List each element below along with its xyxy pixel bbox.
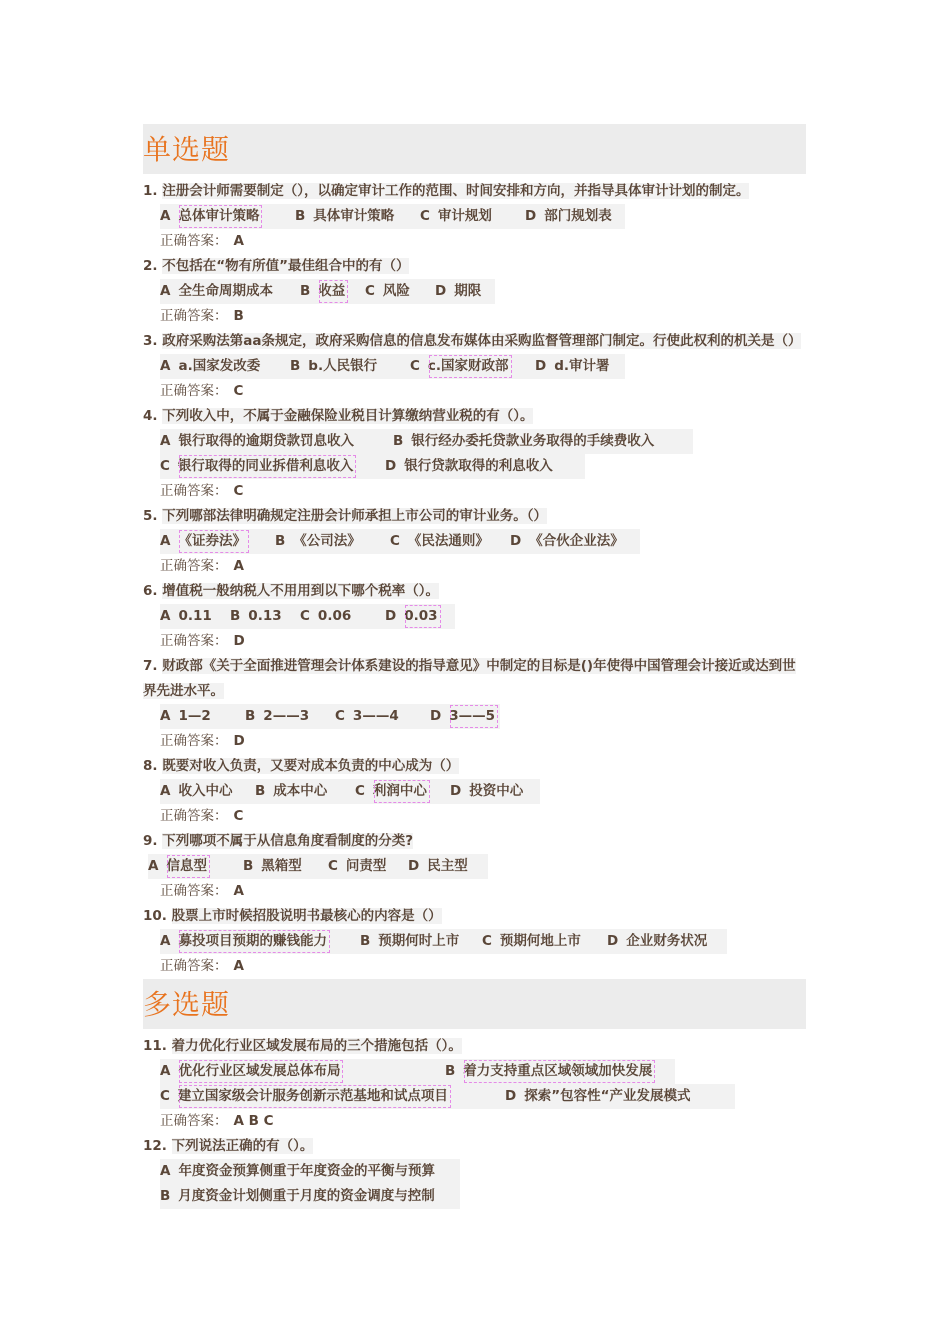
option-key: C — [390, 533, 400, 549]
answer-option[interactable] — [148, 854, 243, 879]
option-key: D — [450, 783, 462, 799]
answer-label: 正确答案： — [160, 958, 228, 974]
option-text: 收益 — [318, 279, 349, 304]
answer-option[interactable] — [505, 1084, 735, 1109]
question-number: 5. — [143, 508, 158, 524]
answer-option[interactable] — [160, 454, 385, 479]
answer-option[interactable] — [510, 529, 640, 554]
option-text: 问责型 — [345, 858, 387, 874]
answer-label: 正确答案： — [160, 808, 228, 824]
option-text: 风险 — [382, 283, 410, 299]
option-row — [143, 204, 806, 229]
answer-value: A — [233, 883, 244, 899]
option-row — [143, 779, 806, 804]
option-key: D — [510, 533, 522, 549]
option-text: 0.11 — [178, 608, 212, 624]
option-row — [143, 1184, 806, 1209]
option-key: B — [290, 358, 301, 374]
option-text: 《证券法》 — [178, 529, 250, 554]
question-body: 财政部《关于全面推进管理会计体系建设的指导意见》中制定的目标是()年使得中国管理会计接近或达到世界先进水平。 — [143, 658, 796, 699]
option-key: A — [160, 608, 171, 624]
option-key: B — [245, 708, 256, 724]
answer-option[interactable] — [360, 929, 482, 954]
option-key: A — [160, 283, 171, 299]
section-header — [143, 979, 806, 1029]
answer-option[interactable] — [430, 704, 500, 729]
question-text — [143, 404, 806, 429]
answer-value: B — [233, 308, 244, 324]
question-text — [143, 904, 806, 929]
question-text — [143, 329, 806, 354]
answer-value: C — [233, 483, 244, 499]
option-key: C — [335, 708, 345, 724]
option-text: 预期何时上市 — [378, 933, 460, 949]
answer-option[interactable] — [385, 454, 585, 479]
correct-answer — [143, 229, 806, 254]
option-key: A — [160, 533, 171, 549]
question-text — [143, 504, 806, 529]
option-text: 利润中心 — [373, 779, 431, 804]
answer-option[interactable] — [255, 779, 355, 804]
answer-label: 正确答案： — [160, 883, 228, 899]
option-text: 期限 — [454, 283, 482, 299]
answer-option[interactable] — [390, 529, 510, 554]
answer-option[interactable] — [160, 204, 295, 229]
question-body: 注册会计师需要制定（），以确定审计工作的范围、时间安排和方向，并指导具体审计计划的制定。 — [162, 183, 750, 199]
option-key: B — [275, 533, 286, 549]
answer-label: 正确答案： — [160, 383, 228, 399]
option-row — [143, 704, 806, 729]
answer-option[interactable] — [450, 779, 540, 804]
correct-answer — [143, 379, 806, 404]
option-key: A — [148, 858, 159, 874]
question-body: 下列哪部法律明确规定注册会计师承担上市公司的审计业务。（） — [162, 508, 547, 524]
option-text: 企业财务状况 — [626, 933, 708, 949]
answer-option[interactable] — [410, 354, 535, 379]
option-key: A — [160, 783, 171, 799]
answer-option[interactable] — [607, 929, 727, 954]
answer-option[interactable] — [295, 204, 420, 229]
option-text: 《民法通则》 — [407, 533, 489, 549]
option-key: B — [255, 783, 266, 799]
answer-option[interactable] — [445, 1059, 675, 1084]
option-text: 银行取得的同业拆借利息收入 — [178, 454, 358, 479]
question-text — [143, 254, 806, 279]
answer-label: 正确答案： — [160, 558, 228, 574]
option-key: D — [525, 208, 537, 224]
answer-label: 正确答案： — [160, 233, 228, 249]
answer-option[interactable] — [435, 279, 495, 304]
option-row — [143, 454, 806, 479]
answer-value: A — [233, 233, 244, 249]
option-key: B — [393, 433, 404, 449]
answer-option[interactable] — [160, 704, 245, 729]
question-number: 12. — [143, 1138, 167, 1154]
answer-option[interactable] — [408, 854, 488, 879]
option-text: 2——3 — [263, 708, 310, 724]
option-text: 具体审计策略 — [313, 208, 395, 224]
option-text: 年度资金预算侧重于年度资金的平衡与预算 — [178, 1163, 435, 1179]
option-text: 探索”包容性“产业发展模式 — [524, 1088, 691, 1104]
option-key: D — [535, 358, 547, 374]
option-key: C — [365, 283, 375, 299]
option-key: A — [160, 433, 171, 449]
question-number: 9. — [143, 833, 158, 849]
option-key: B — [160, 1188, 171, 1204]
question-text — [143, 654, 806, 704]
option-row — [143, 429, 806, 454]
option-text: 3——4 — [352, 708, 399, 724]
option-key: A — [160, 1063, 171, 1079]
option-text: 3——5 — [449, 704, 499, 729]
answer-value: A B C — [233, 1113, 274, 1129]
option-key: B — [295, 208, 306, 224]
option-key: D — [435, 283, 447, 299]
option-text: 部门规划表 — [544, 208, 612, 224]
option-key: A — [160, 708, 171, 724]
option-key: C — [355, 783, 365, 799]
answer-option[interactable] — [300, 604, 385, 629]
question-number: 11. — [143, 1038, 167, 1054]
answer-option[interactable] — [160, 529, 275, 554]
option-key: B — [445, 1063, 456, 1079]
question-number: 10. — [143, 908, 167, 924]
section-title: 单选题 — [143, 133, 231, 166]
answer-option[interactable] — [525, 204, 625, 229]
option-key: C — [482, 933, 492, 949]
option-text: c.国家财政部 — [428, 354, 513, 379]
option-text: 投资中心 — [469, 783, 524, 799]
answer-option[interactable] — [300, 279, 365, 304]
option-key: B — [230, 608, 241, 624]
document-page — [143, 124, 806, 1209]
correct-answer — [143, 479, 806, 504]
option-text: 0.06 — [317, 608, 352, 624]
question-body: 既要对收入负责，又要对成本负责的中心成为（） — [162, 758, 460, 774]
option-key: D — [430, 708, 442, 724]
question-body: 下列收入中，不属于金融保险业税目计算缴纳营业税的有（）。 — [162, 408, 534, 424]
option-text: 银行经办委托贷款业务取得的手续费收入 — [411, 433, 655, 449]
option-text: b.人民银行 — [308, 358, 378, 374]
answer-value: C — [233, 808, 244, 824]
option-key: B — [300, 283, 311, 299]
question-text — [143, 829, 806, 854]
answer-option[interactable] — [385, 604, 455, 629]
option-text: 优化行业区域发展总体布局 — [178, 1059, 344, 1084]
option-text: 收入中心 — [178, 783, 233, 799]
option-key: D — [408, 858, 420, 874]
option-key: C — [328, 858, 338, 874]
option-text: 银行贷款取得的利息收入 — [404, 458, 553, 474]
option-text: 全生命周期成本 — [178, 283, 273, 299]
option-key: A — [160, 208, 171, 224]
question-number: 2. — [143, 258, 158, 274]
option-row — [143, 354, 806, 379]
question-body: 下列哪项不属于从信息角度看制度的分类? — [162, 833, 414, 849]
question-body: 不包括在“物有所值”最佳组合中的有（） — [162, 258, 410, 274]
answer-option[interactable] — [355, 779, 450, 804]
question-text — [143, 1034, 806, 1059]
question-body: 政府采购法第aa条规定，政府采购信息的信息发布媒体由采购监督管理部门制定。行使此权利的机关是（） — [162, 333, 802, 349]
option-text: 黑箱型 — [261, 858, 302, 874]
question-number: 1. — [143, 183, 158, 199]
option-key: C — [300, 608, 310, 624]
option-text: 银行取得的逾期贷款罚息收入 — [178, 433, 354, 449]
option-text: d.审计署 — [554, 358, 610, 374]
answer-option[interactable] — [160, 1159, 460, 1184]
option-row — [143, 1059, 806, 1084]
option-key: C — [160, 458, 170, 474]
answer-label: 正确答案： — [160, 733, 228, 749]
correct-answer — [143, 879, 806, 904]
question-number: 3. — [143, 333, 158, 349]
question-body: 增值税一般纳税人不用用到以下哪个税率（）。 — [162, 583, 439, 599]
answer-option[interactable] — [535, 354, 625, 379]
answer-label: 正确答案： — [160, 633, 228, 649]
option-key: A — [160, 358, 171, 374]
option-key: D — [505, 1088, 517, 1104]
answer-label: 正确答案： — [160, 483, 228, 499]
option-text: 成本中心 — [273, 783, 328, 799]
answer-value: D — [233, 633, 245, 649]
option-text: 1—2 — [178, 708, 211, 724]
option-text: 着力支持重点区域领域加快发展 — [463, 1059, 656, 1084]
answer-option[interactable] — [160, 429, 393, 454]
option-key: C — [160, 1088, 170, 1104]
answer-option[interactable] — [290, 354, 410, 379]
option-key: B — [360, 933, 371, 949]
answer-value: C — [233, 383, 244, 399]
answer-option[interactable] — [160, 354, 290, 379]
answer-option[interactable] — [365, 279, 435, 304]
question-body: 股票上市时候招股说明书最核心的内容是（） — [171, 908, 442, 924]
answer-option[interactable] — [420, 204, 525, 229]
option-text: 0.13 — [248, 608, 282, 624]
option-text: 月度资金计划侧重于月度的资金调度与控制 — [178, 1188, 435, 1204]
option-key: B — [243, 858, 254, 874]
answer-value: A — [233, 958, 244, 974]
option-key: A — [160, 1163, 171, 1179]
question-text — [143, 1134, 806, 1159]
answer-value: A — [233, 558, 244, 574]
option-row — [143, 854, 806, 879]
section-header — [143, 124, 806, 174]
option-key: D — [607, 933, 619, 949]
answer-option[interactable] — [230, 604, 300, 629]
option-row — [143, 279, 806, 304]
option-key: D — [385, 458, 397, 474]
answer-option[interactable] — [160, 1059, 445, 1084]
question-text — [143, 179, 806, 204]
option-key: A — [160, 933, 171, 949]
answer-option[interactable] — [393, 429, 693, 454]
correct-answer — [143, 554, 806, 579]
option-text: 民主型 — [427, 858, 468, 874]
answer-option[interactable] — [482, 929, 607, 954]
option-row — [143, 1084, 806, 1109]
answer-option[interactable] — [335, 704, 430, 729]
option-row — [143, 604, 806, 629]
option-text: 总体审计策略 — [178, 204, 263, 229]
option-key: D — [385, 608, 397, 624]
option-key: C — [410, 358, 420, 374]
question-body: 着力优化行业区域发展布局的三个措施包括（）。 — [171, 1038, 462, 1054]
answer-option[interactable] — [275, 529, 390, 554]
answer-option[interactable] — [243, 854, 328, 879]
option-text: 募投项目预期的赚钱能力 — [178, 929, 331, 954]
question-number: 8. — [143, 758, 158, 774]
answer-option[interactable] — [160, 1184, 460, 1209]
question-number: 4. — [143, 408, 158, 424]
option-text: 《公司法》 — [293, 533, 361, 549]
correct-answer — [143, 629, 806, 654]
correct-answer — [143, 1109, 806, 1134]
option-text: 《合伙企业法》 — [529, 533, 624, 549]
option-text: 建立国家级会计服务创新示范基地和试点项目 — [178, 1084, 452, 1109]
option-text: 0.03 — [404, 604, 441, 629]
option-text: 信息型 — [166, 854, 211, 879]
question-number: 6. — [143, 583, 158, 599]
option-row — [143, 929, 806, 954]
answer-option[interactable] — [160, 604, 230, 629]
answer-option[interactable] — [160, 779, 255, 804]
option-row — [143, 1159, 806, 1184]
answer-option[interactable] — [328, 854, 408, 879]
option-text: 预期何地上市 — [499, 933, 581, 949]
correct-answer — [143, 804, 806, 829]
answer-option[interactable] — [160, 1084, 505, 1109]
correct-answer — [143, 954, 806, 979]
answer-value: D — [233, 733, 245, 749]
question-number: 7. — [143, 658, 158, 674]
option-text: 审计规划 — [437, 208, 492, 224]
option-row — [143, 529, 806, 554]
question-text — [143, 754, 806, 779]
answer-option[interactable] — [160, 929, 360, 954]
option-key: C — [420, 208, 430, 224]
answer-option[interactable] — [245, 704, 335, 729]
question-text — [143, 579, 806, 604]
correct-answer — [143, 304, 806, 329]
section-title: 多选题 — [143, 988, 231, 1021]
answer-option[interactable] — [160, 279, 300, 304]
question-body: 下列说法正确的有（）。 — [171, 1138, 314, 1154]
correct-answer — [143, 729, 806, 754]
answer-label: 正确答案： — [160, 1113, 228, 1129]
answer-label: 正确答案： — [160, 308, 228, 324]
option-text: a.国家发改委 — [178, 358, 261, 374]
